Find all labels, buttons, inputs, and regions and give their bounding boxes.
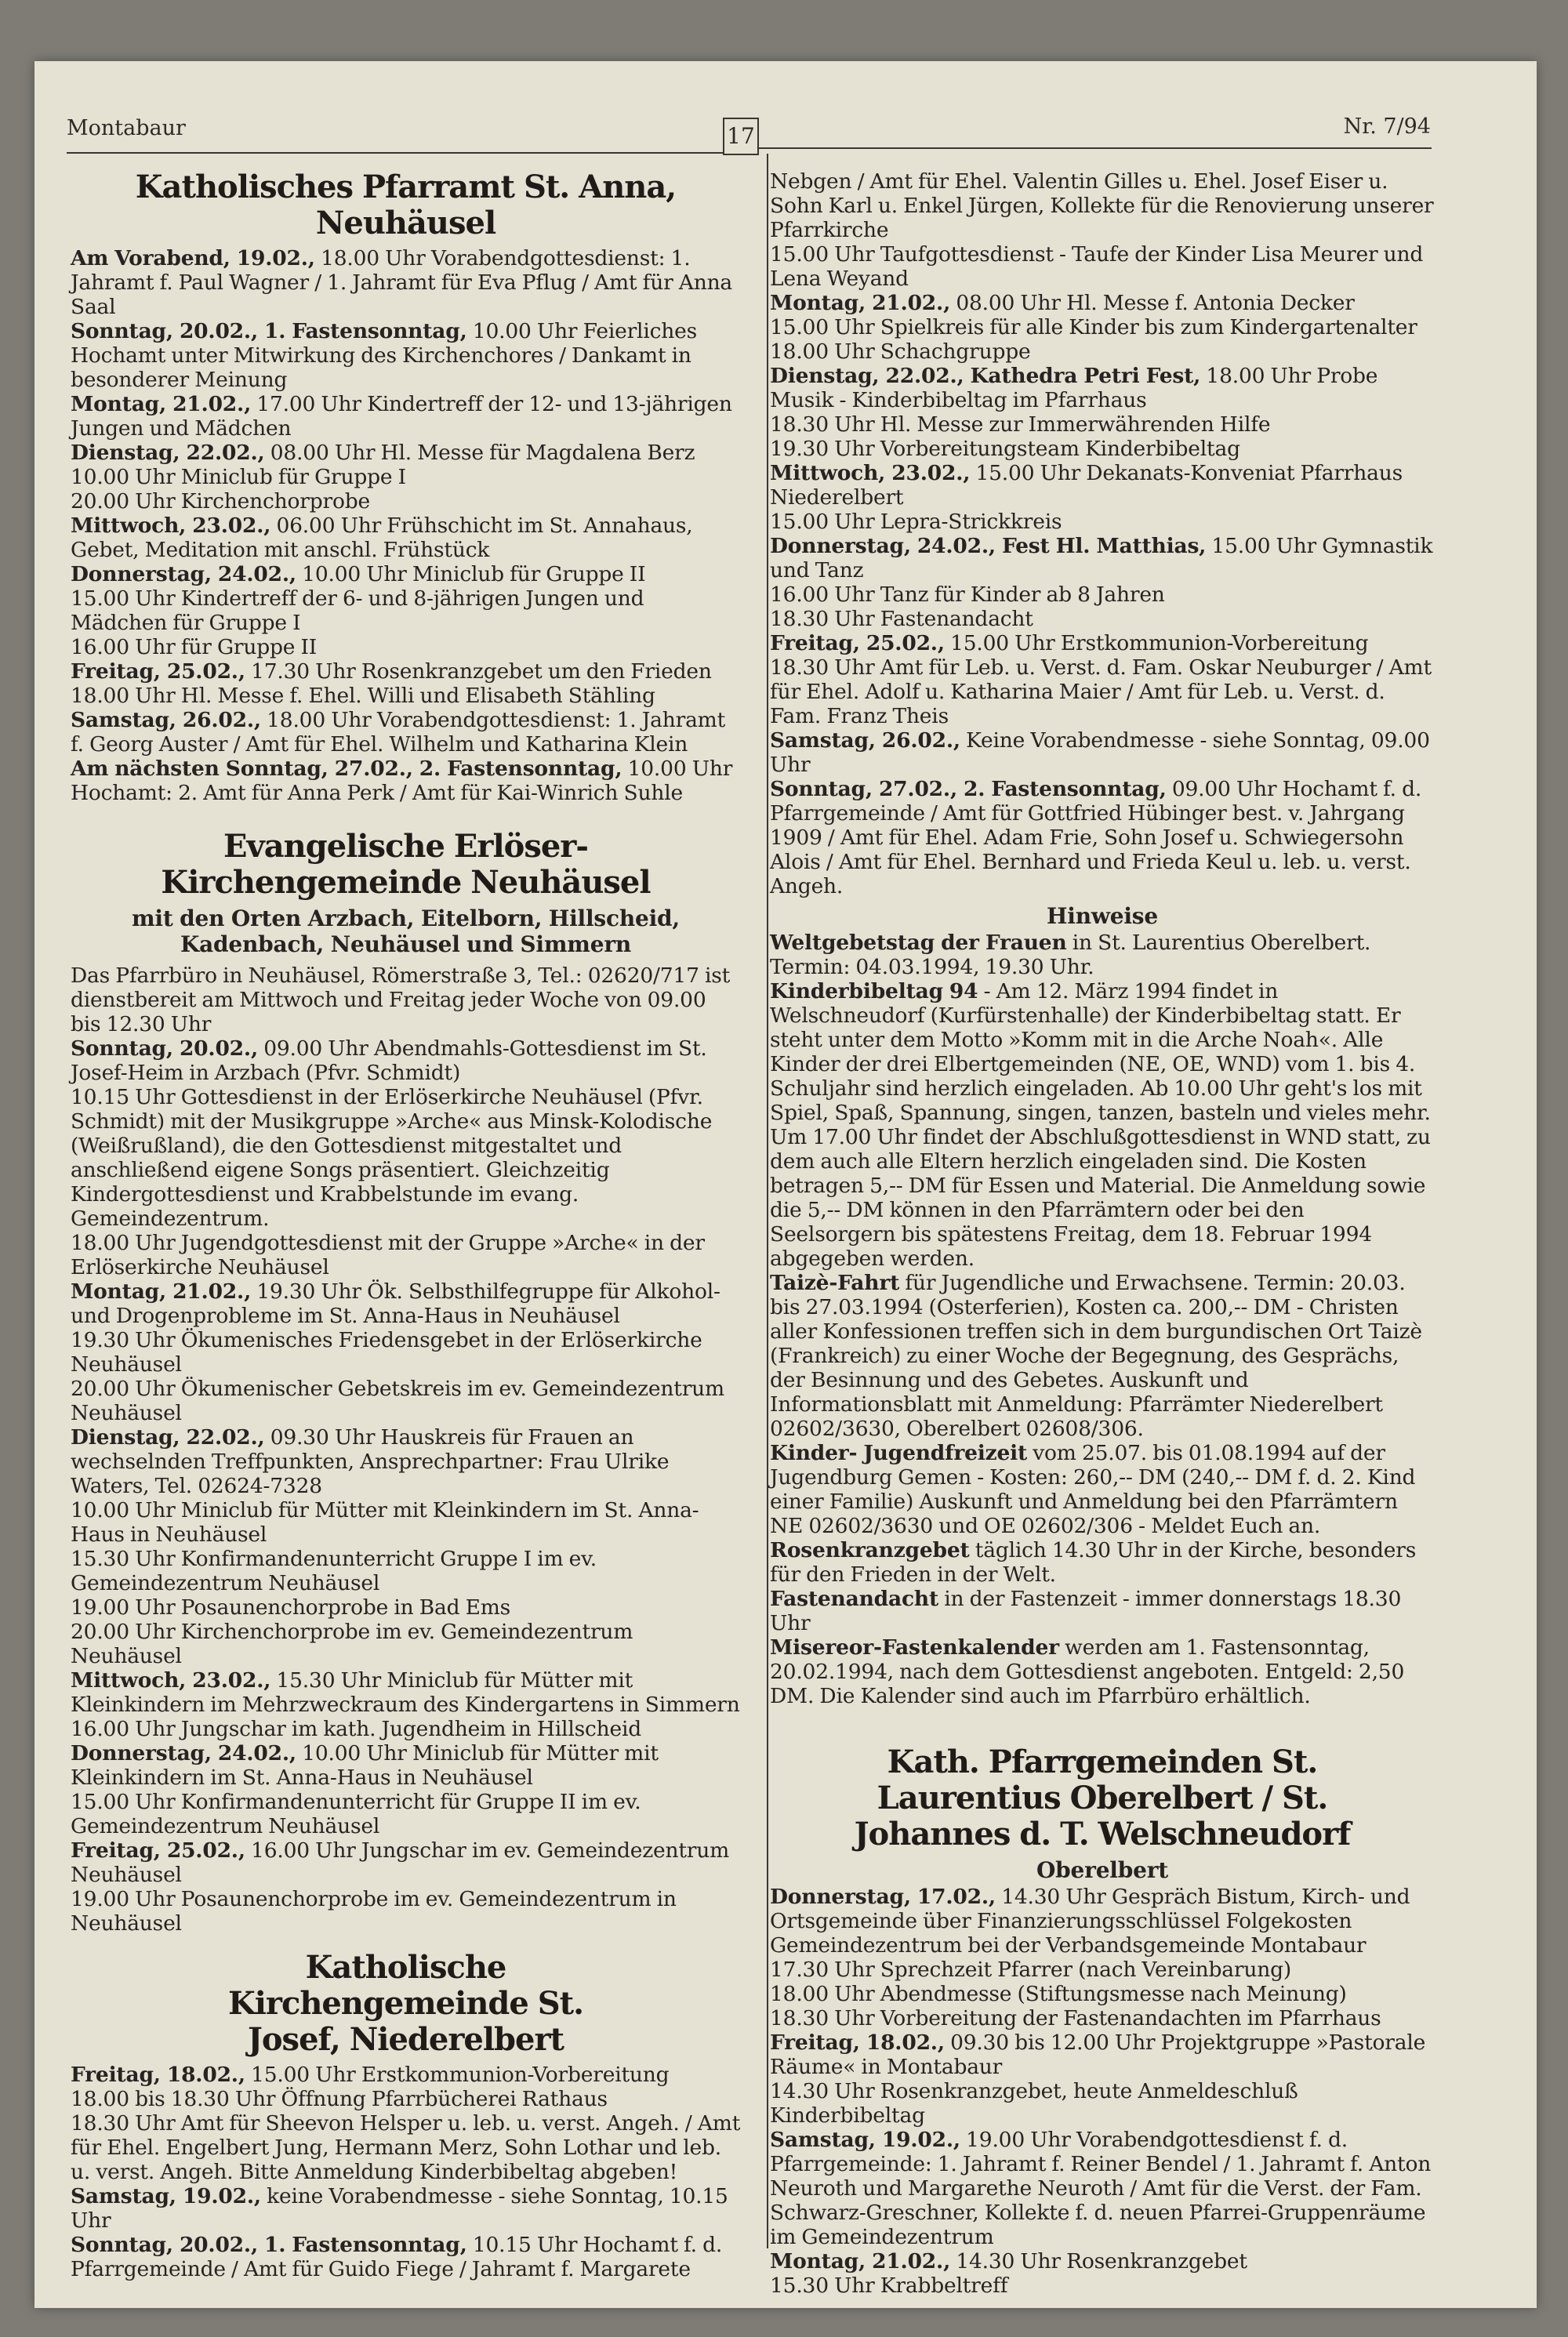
entry-text: - Am 12. März 1994 findet in Welschneudorf (Kurfürstenhalle) der Kinderbibeltag statt. Er steht unter dem Motto »Komm mit in die Arche Noah«. Alle Kinder der drei Elbertgemeinden (NE, OE, WND) vom 1. bis 4. Schuljahr sind herzlich eingeladen. Ab 10.00 Uhr geht's los mit Spiel, Spaß, Spannung, singen, tanzen, basteln und vieles mehr. Um 17.00 Uhr findet der Abschlußgottesdienst in WND statt, zu dem auch alle Eltern herzlich eingeladen sind. Die Kosten betragen 5,-- DM für Essen und Material. Die Anmeldung sowie die 5,-- DM können in den Pfarrämtern oder bei den Seelsorgern bis spätestens Freitag, dem 18. Februar 1994 abgegeben werden. (770, 979, 1431, 1271)
entry-text: 06.00 Uhr Frühschicht im St. Annahaus, Gebet, Meditation mit anschl. Frühstück (71, 513, 693, 562)
entry (71, 246, 741, 319)
entry-text: 09.30 Uhr Hauskreis für Frauen an wechselnden Treffpunkten, Ansprechpartner: Frau Ulrike Waters, Tel. 02624-7328 (71, 1425, 670, 1498)
entry-text: 18.00 Uhr Vorabendgottesdienst: 1. Jahramt f. Georg Auster / Amt für Ehel. Wilhelm und Katharina Klein (71, 708, 726, 757)
entry (71, 1741, 741, 1790)
entry-text: 15.30 Uhr Konfirmandenunterricht Gruppe I im ev. Gemeindezentrum Neuhäusel (71, 1547, 597, 1595)
entry-day: Fastenandacht (770, 1587, 939, 1611)
entry-text: in St. Laurentius Oberelbert. Termin: 04.03.1994, 19.30 Uhr. (770, 931, 1371, 979)
hinweise-title: Hinweise (1047, 903, 1158, 929)
entry (71, 1620, 741, 1668)
entry (71, 684, 741, 708)
entry-text: 10.00 Uhr Miniclub für Mütter mit Kleinkindern im St. Anna-Haus in Neuhäusel (71, 1741, 659, 1790)
entry-text: 17.30 Uhr Rosenkranzgebet um den Frieden (245, 659, 712, 684)
entry-day: Samstag, 19.02., (770, 2128, 960, 2152)
entry-day: Montag, 21.02., (71, 392, 252, 416)
entry-text: 18.00 Uhr Vorabendgottesdienst: 1. Jahramt f. Paul Wagner / 1. Jahramt für Eva Pflug / Amt für Anna Saal (71, 246, 733, 319)
entry (71, 963, 741, 1036)
entry-text: 19.00 Uhr Vorabendgottesdienst f. d. Pfarrgemeinde: 1. Jahramt f. Reiner Bendel / 1. Jahramt f. Anton Neuroth und Margarethe Neuroth / Amt für die Verst. der Fam. Schwarz-Greschner, Kollekte f. d. neuen Pfarrei-Gruppenräume im Gemeindezentrum (770, 2128, 1432, 2249)
header-issue: Nr. 7/94 (1343, 114, 1431, 139)
entry-text: 20.00 Uhr Kirchenchorprobe im ev. Gemeindezentrum Neuhäusel (71, 1620, 633, 1668)
entry-text: 10.15 Uhr Hochamt f. d. Pfarrgemeinde / Amt für Guido Fiege / Jahramt f. Margarete (71, 2233, 723, 2281)
entry-day: Samstag, 26.02., (71, 708, 261, 732)
entry (770, 655, 1435, 728)
entry-day: Montag, 21.02., (770, 2249, 951, 2273)
entry-text: für Jugendliche und Erwachsene. Termin: 20.03. bis 27.03.1994 (Osterferien), Kosten ca. 200,-- DM - Christen aller Konfessionen treffen sich in dem burgundischen Ort Taizè (Frankreich) zu einer Woche der Begegnung, des Gesprächs, der Besinnung und des Gebetes. Auskunft und Informationsblatt mit Anmeldung: Pfarrämter Niederelbert 02602/3630, Oberelbert 02608/306. (770, 1271, 1422, 1441)
entry-text: 18.00 Uhr Hl. Messe f. Ehel. Willi und Elisabeth Stähling (71, 684, 655, 708)
entry (770, 1587, 1435, 1635)
entry-text: 10.00 Uhr Hochamt: 2. Amt für Anna Perk / Amt für Kai-Winrich Suhle (71, 757, 733, 805)
entry (71, 392, 741, 441)
entry (770, 291, 1435, 315)
entry-text: 18.00 Uhr Schachgruppe (770, 339, 1031, 364)
entry (71, 1377, 741, 1425)
entry-text: werden am 1. Fastensonntag, 20.02.1994, nach dem Gottesdienst angeboten. Entgeld: 2,50 DM. Die Kalender sind auch im Pfarrbüro erhältlich. (770, 1635, 1405, 1708)
entry (71, 2087, 741, 2111)
entry-day: Samstag, 26.02., (770, 728, 960, 753)
entry-text: 09.00 Uhr Abendmahls-Gottesdienst im St. Josef-Heim in Arzbach (Pfvr. Schmidt) (71, 1036, 707, 1085)
entry-text: 09.00 Uhr Hochamt f. d. Pfarrgemeinde / Amt für Gottfried Hübinger best. v. Jahrgang 1909 / Amt für Ehel. Adam Frie, Sohn Josef u. Schwiegersohn Alois / Amt für Ehel. Bernhard und Frieda Keul u. leb. u. verst. Angeh. (770, 777, 1422, 898)
entry-text: in der Fastenzeit - immer donnerstags 18.30 Uhr (770, 1587, 1402, 1635)
section-laurentius-entries (770, 1885, 1435, 2298)
entry-text: 18.30 Uhr Amt für Leb. u. Verst. d. Fam. Oskar Neuburger / Amt für Ehel. Adolf u. Katharina Maier / Amt für Leb. u. Verst. d. Fam. Franz Theis (770, 655, 1432, 728)
entry (770, 169, 1435, 242)
entry-text: 16.00 Uhr Jungschar im ev. Gemeindezentrum Neuhäusel (71, 1838, 730, 1887)
entry (71, 2063, 741, 2087)
entry-text: 15.00 Uhr Erstkommunion-Vorbereitung (944, 631, 1369, 655)
entry (71, 562, 741, 586)
entry (71, 2111, 741, 2184)
entry-text: 10.15 Uhr Gottesdienst in der Erlöserkirche Neuhäusel (Pfvr. Schmidt) mit der Musikgruppe »Arche« aus Minsk-Kolodische (Weißrußland), die den Gottesdienst mitgestaltet und anschließend eigene Songs präsentiert. Gleichzeitig Kindergottesdienst und Krabbelstunde im evang. Gemeindezentrum. (71, 1085, 713, 1231)
entry-text: 15.00 Uhr Dekanats-Konveniat Pfarrhaus Niederelbert (770, 461, 1403, 510)
section-title-st-anna: Katholisches Pfarramt St. Anna, Neuhäusel (135, 169, 677, 241)
entry-text: 15.30 Uhr Miniclub für Mütter mit Kleinkindern im Mehrzweckraum des Kindergartens in Simmern (71, 1668, 740, 1717)
entry-text: Das Pfarrbüro in Neuhäusel, Römerstraße 3, Tel.: 02620/717 ist dienstbereit am Mittwoch und Freitag jeder Woche von 09.00 bis 12.30 Uhr (71, 963, 731, 1036)
entry-day: Freitag, 25.02., (770, 631, 945, 655)
entry (71, 1231, 741, 1279)
entry-text: täglich 14.30 Uhr in der Kirche, besonders für den Frieden in der Welt. (770, 1538, 1417, 1587)
entry-text: 19.00 Uhr Posaunenchorprobe im ev. Gemeindezentrum in Neuhäusel (71, 1887, 677, 1936)
entry (770, 364, 1435, 412)
entry-day: Misereor-Fastenkalender (770, 1635, 1059, 1660)
entry-text: 20.00 Uhr Ökumenischer Gebetskreis im ev. Gemeindezentrum Neuhäusel (71, 1377, 724, 1425)
entry (770, 339, 1435, 364)
entry-text: 16.00 Uhr für Gruppe II (71, 635, 318, 659)
entry (770, 242, 1435, 291)
entry (770, 1885, 1435, 1958)
entry-text: 10.00 Uhr Feierliches Hochamt unter Mitwirkung des Kirchenchores / Dankamt in besonderer Meinung (71, 319, 697, 392)
entry-day: Sonntag, 20.02., 1. Fastensonntag, (71, 319, 467, 343)
entry-text: 20.00 Uhr Kirchenchorprobe (71, 489, 370, 513)
entry-day: Kinder- Jugendfreizeit (770, 1441, 1028, 1465)
entry-day: Dienstag, 22.02., Kathedra Petri Fest, (770, 364, 1201, 388)
entry (770, 510, 1435, 534)
entry-day: Dienstag, 22.02., (71, 1425, 265, 1450)
entry-day: Donnerstag, 17.02., (770, 1885, 996, 1909)
entry-day: Donnerstag, 24.02., Fest Hl. Matthias, (770, 534, 1207, 558)
entry-text: 18.30 Uhr Vorbereitung der Fastenandachten im Pfarrhaus (770, 2006, 1381, 2030)
entry-day: Freitag, 18.02., (770, 2030, 945, 2055)
entry-day: Donnerstag, 24.02., (71, 1741, 296, 1765)
entry-text: 15.00 Uhr Gymnastik und Tanz (770, 534, 1433, 582)
entry-text: 18.00 bis 18.30 Uhr Öffnung Pfarrbücherei Rathaus (71, 2087, 608, 2111)
entry (71, 1085, 741, 1231)
entry-day: Montag, 21.02., (71, 1279, 252, 1304)
entry-text: 09.30 bis 12.00 Uhr Projektgruppe »Pastorale Räume« in Montabaur (770, 2030, 1426, 2079)
entry-day: Samstag, 19.02., (71, 2184, 261, 2208)
entry-text: 15.00 Uhr Spielkreis für alle Kinder bis zum Kindergartenalter (770, 315, 1417, 339)
section-title-erloeser: Evangelische Erlöser-Kirchengemeinde Neuhäusel (161, 828, 651, 901)
entry (770, 2249, 1435, 2273)
entry (71, 1498, 741, 1547)
entry (770, 728, 1435, 777)
entry (770, 631, 1435, 655)
right-column (770, 169, 1435, 2298)
entry-day: Montag, 21.02., (770, 291, 951, 315)
entry-text: 10.00 Uhr Miniclub für Gruppe I (71, 465, 406, 489)
entry (770, 1441, 1435, 1538)
entry-text: 18.30 Uhr Amt für Sheevon Helsper u. leb. u. verst. Angeh. / Amt für Ehel. Engelbert Jung, Hermann Merz, Sohn Lothar und leb. u. verst. Angeh. Bitte Anmeldung Kinderbibeltag abgeben! (71, 2111, 741, 2184)
entry (71, 1668, 741, 1717)
entry (71, 319, 741, 392)
entry (770, 2128, 1435, 2249)
entry-day: Mittwoch, 23.02., (770, 461, 971, 485)
entry-day: Sonntag, 20.02., (71, 1036, 258, 1061)
entry-day: Freitag, 25.02., (71, 1838, 245, 1863)
entry (71, 659, 741, 684)
entry-day: Am Vorabend, 19.02., (71, 246, 315, 270)
entry (71, 1887, 741, 1936)
entry-text: 14.30 Uhr Gespräch Bistum, Kirch- und Ortsgemeinde über Finanzierungsschlüssel Folgekosten Gemeindezentrum bei der Verbandsgemeinde Montabaur (770, 1885, 1410, 1958)
entry (770, 2079, 1435, 2128)
entry-text: 15.00 Uhr Erstkommunion-Vorbereitung (245, 2063, 670, 2087)
entry (71, 1838, 741, 1887)
entry-day: Freitag, 25.02., (71, 659, 245, 684)
entry (770, 1538, 1435, 1587)
entry-day: Am nächsten Sonntag, 27.02., 2. Fastensonntag, (71, 757, 622, 781)
section-subtitle-erloeser: mit den Orten Arzbach, Eitelborn, Hillscheid, Kadenbach, Neuhäusel und Simmern (132, 905, 680, 957)
entry (71, 1425, 741, 1498)
entry-text: 18.30 Uhr Hl. Messe zur Immerwährenden Hilfe (770, 412, 1271, 437)
entry-text: Keine Vorabendmesse - siehe Sonntag, 09.00 Uhr (770, 728, 1430, 777)
entry-text: 18.00 Uhr Abendmesse (Stiftungsmesse nach Meinung) (770, 1982, 1347, 2006)
entry-text: 19.30 Uhr Vorbereitungsteam Kinderbibeltag (770, 437, 1240, 461)
entry-text: 10.00 Uhr Miniclub für Mütter mit Kleinkindern im St. Anna-Haus in Neuhäusel (71, 1498, 699, 1547)
entry-day: Donnerstag, 24.02., (71, 562, 296, 586)
entry-text: 18.00 Uhr Probe Musik - Kinderbibeltag im Pfarrhaus (770, 364, 1378, 412)
entry-day: Sonntag, 20.02., 1. Fastensonntag, (71, 2233, 467, 2257)
entry (770, 315, 1435, 339)
entry (770, 437, 1435, 461)
entry-text: Nebgen / Amt für Ehel. Valentin Gilles u. Ehel. Josef Eiser u. Sohn Karl u. Enkel Jürgen, Kollekte für die Renovierung unserer Pfarrkirche (770, 169, 1434, 242)
entry-day: Freitag, 18.02., (71, 2063, 245, 2087)
entry (770, 1635, 1435, 1708)
header-rule-left (67, 152, 723, 154)
entry-text: 10.00 Uhr Miniclub für Gruppe II (296, 562, 646, 586)
entry-day: Sonntag, 27.02., 2. Fastensonntag, (770, 777, 1167, 801)
entry (770, 2030, 1435, 2079)
entry (71, 1717, 741, 1741)
entry-day: Mittwoch, 23.02., (71, 1668, 271, 1693)
entry-text: keine Vorabendmesse - siehe Sonntag, 10.15 Uhr (71, 2184, 728, 2233)
section-subtitle-oberelbert: Oberelbert (1036, 1857, 1169, 1883)
entry-text: 19.30 Uhr Ök. Selbsthilfegruppe für Alkohol- und Drogenprobleme im St. Anna-Haus in Neuhäusel (71, 1279, 720, 1328)
entry (770, 582, 1435, 607)
entry-text: 16.00 Uhr Tanz für Kinder ab 8 Jahren (770, 582, 1165, 607)
entry (71, 1279, 741, 1328)
entry-text: 18.30 Uhr Fastenandacht (770, 607, 1033, 631)
st-josef-continued-entries (770, 169, 1435, 898)
header-rule-right (757, 147, 1432, 149)
section-erloeser-entries (71, 963, 741, 1936)
section-st-anna-entries (71, 246, 741, 805)
entry (71, 1036, 741, 1085)
page-number-box: 17 (723, 118, 759, 155)
entry (71, 1595, 741, 1620)
entry-text: 14.30 Uhr Rosenkranzgebet, heute Anmeldeschluß Kinderbibeltag (770, 2079, 1298, 2128)
entry-day: Mittwoch, 23.02., (71, 513, 271, 538)
entry (770, 931, 1435, 979)
entry (770, 777, 1435, 898)
entry-text: 14.30 Uhr Rosenkranzgebet (950, 2249, 1247, 2273)
entry (71, 465, 741, 489)
entry (71, 1547, 741, 1595)
entry-text: 17.30 Uhr Sprechzeit Pfarrer (nach Vereinbarung) (770, 1958, 1291, 1982)
entry (770, 2006, 1435, 2030)
entry-text: 15.00 Uhr Taufgottesdienst - Taufe der Kinder Lisa Meurer und Lena Weyand (770, 242, 1424, 291)
entry (71, 2233, 741, 2281)
entry-text: 19.30 Uhr Ökumenisches Friedensgebet in der Erlöserkirche Neuhäusel (71, 1328, 702, 1377)
entry-text: 19.00 Uhr Posaunenchorprobe in Bad Ems (71, 1595, 511, 1620)
entry (71, 513, 741, 562)
entry-text: 08.00 Uhr Hl. Messe für Magdalena Berz (264, 441, 695, 465)
entry (71, 2184, 741, 2233)
entry-day: Rosenkranzgebet (770, 1538, 970, 1562)
entry (71, 757, 741, 805)
entry-text: 17.00 Uhr Kindertreff der 12- und 13-jährigen Jungen und Mädchen (71, 392, 732, 441)
left-column (71, 169, 741, 2281)
entry (770, 1271, 1435, 1441)
entry-day: Kinderbibeltag 94 (770, 979, 978, 1003)
section-title-st-josef: Katholische Kirchengemeinde St. Josef, Niederelbert (227, 1949, 584, 2058)
column-divider (767, 154, 768, 2248)
entry (770, 1958, 1435, 1982)
entry-text: vom 25.07. bis 01.08.1994 auf der Jugendburg Gemen - Kosten: 260,-- DM (240,-- DM f. d. 2. Kind einer Familie) Auskunft und Anmeldung bei den Pfarrämtern NE 02602/3630 und OE 02602/306 - Meldet Euch an. (770, 1441, 1416, 1538)
entry (71, 1790, 741, 1838)
entry (770, 412, 1435, 437)
entry (770, 1982, 1435, 2006)
section-title-laurentius: Kath. Pfarrgemeinden St. Laurentius Oberelbert / St. Johannes d. T. Welschneudorf (854, 1744, 1351, 1853)
entry (71, 1328, 741, 1377)
header-town: Montabaur (67, 116, 186, 140)
entry-day: Weltgebetstag der Frauen (770, 931, 1067, 955)
entry (770, 534, 1435, 582)
entry-text: 15.30 Uhr Krabbeltreff (770, 2273, 1008, 2298)
entry (770, 607, 1435, 631)
entry-text: 15.00 Uhr Kindertreff der 6- und 8-jährigen Jungen und Mädchen für Gruppe I (71, 586, 644, 635)
entry-day: Dienstag, 22.02., (71, 441, 265, 465)
hinweise-entries (770, 931, 1435, 1708)
entry (71, 635, 741, 659)
entry (71, 708, 741, 757)
section-st-josef-entries (71, 2063, 741, 2281)
entry (71, 586, 741, 635)
entry-text: 18.00 Uhr Jugendgottesdienst mit der Gruppe »Arche« in der Erlöserkirche Neuhäusel (71, 1231, 705, 1279)
entry (71, 441, 741, 465)
entry (71, 489, 741, 513)
entry-day: Taizè-Fahrt (770, 1271, 900, 1295)
entry (770, 979, 1435, 1271)
entry (770, 461, 1435, 510)
entry-text: 08.00 Uhr Hl. Messe f. Antonia Decker (950, 291, 1355, 315)
entry (770, 2273, 1435, 2298)
entry-text: 16.00 Uhr Jungschar im kath. Jugendheim in Hillscheid (71, 1717, 642, 1741)
entry-text: 15.00 Uhr Konfirmandenunterricht für Gruppe II im ev. Gemeindezentrum Neuhäusel (71, 1790, 641, 1838)
entry-text: 15.00 Uhr Lepra-Strickkreis (770, 510, 1062, 534)
